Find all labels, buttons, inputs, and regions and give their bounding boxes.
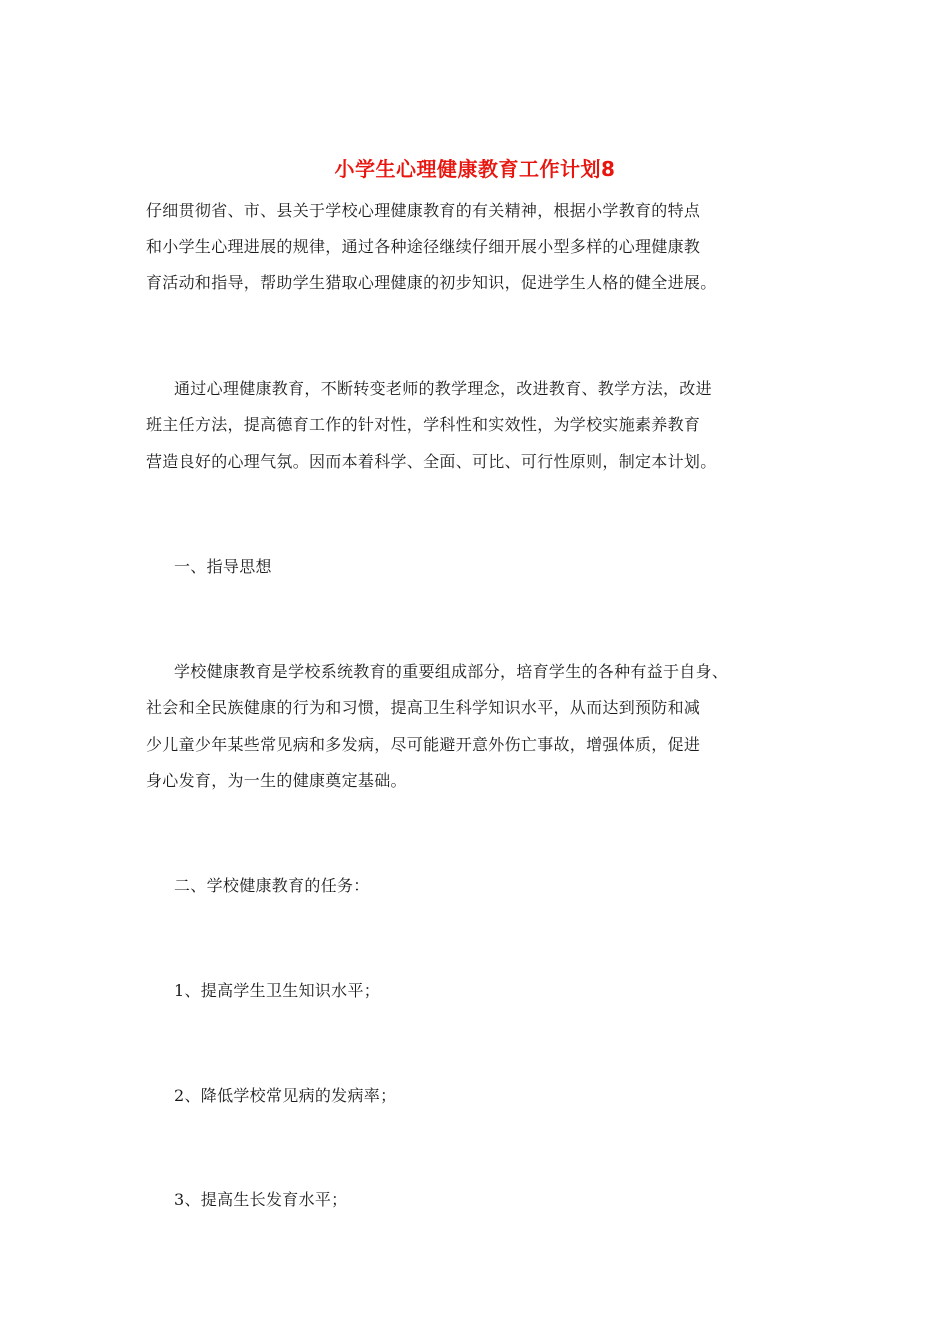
section-heading-tasks: 二、学校健康教育的任务：: [174, 876, 370, 895]
paragraph-3-line-3: 少儿童少年某些常见病和多发病，尽可能避开意外伤亡事故，增强体质，促进: [146, 735, 701, 754]
paragraph-3-line-1: 学校健康教育是学校系统教育的重要组成部分，培育学生的各种有益于自身、: [174, 662, 729, 681]
paragraph-1-line-2: 和小学生心理进展的规律，通过各种途径继续仔细开展小型多样的心理健康教: [146, 237, 701, 256]
task-item-2: 2、降低学校常见病的发病率；: [174, 1086, 397, 1105]
paragraph-2-line-2: 班主任方法，提高德育工作的针对性，学科性和实效性，为学校实施素养教育: [146, 415, 701, 434]
paragraph-1-line-1: 仔细贯彻省、市、县关于学校心理健康教育的有关精神，根据小学教育的特点: [146, 201, 701, 220]
section-heading-guiding-thought: 一、指导思想: [174, 557, 272, 576]
document-title: 小学生心理健康教育工作计划8: [334, 157, 616, 181]
task-item-3: 3、提高生长发育水平；: [174, 1190, 348, 1209]
paragraph-3-line-2: 社会和全民族健康的行为和习惯，提高卫生科学知识水平，从而达到预防和减: [146, 698, 701, 717]
paragraph-2-line-3: 营造良好的心理气氛。因而本着科学、全面、可比、可行性原则，制定本计划。: [146, 452, 717, 471]
paragraph-2-line-1: 通过心理健康教育，不断转变老师的教学理念，改进教育、教学方法，改进: [174, 379, 712, 398]
task-item-1: 1、提高学生卫生知识水平；: [174, 981, 381, 1000]
paragraph-1-line-3: 育活动和指导，帮助学生猎取心理健康的初步知识，促进学生人格的健全进展。: [146, 273, 717, 292]
paragraph-3-line-4: 身心发育，为一生的健康奠定基础。: [146, 771, 407, 790]
